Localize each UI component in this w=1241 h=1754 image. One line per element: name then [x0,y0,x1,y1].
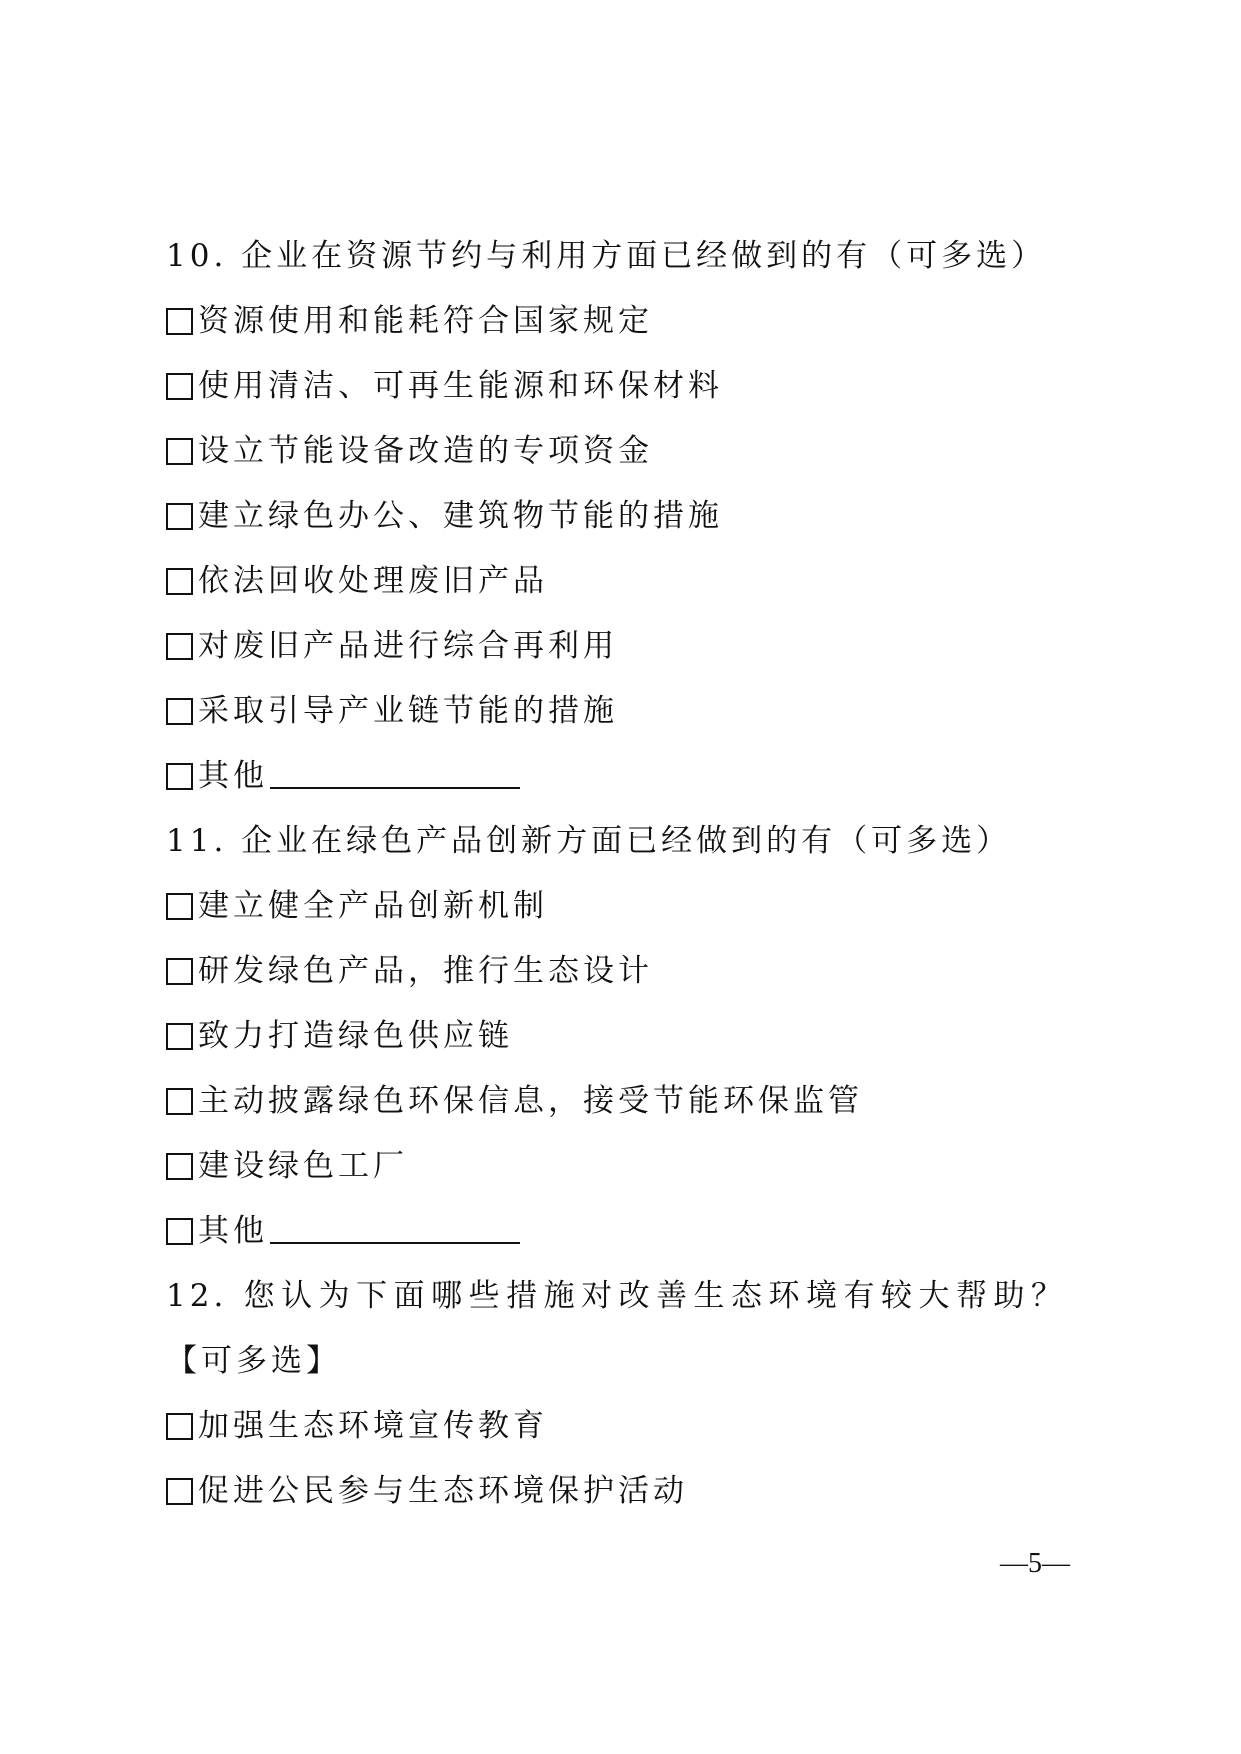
option-label: 加强生态环境宣传教育 [198,1408,548,1444]
checkbox[interactable] [166,1478,193,1505]
questionnaire-content [166,224,1066,1524]
option-label: 建立绿色办公、建筑物节能的措施 [198,498,723,534]
checkbox[interactable] [166,568,193,595]
option-label: 设立节能设备改造的专项资金 [198,433,653,469]
q11-option-5[interactable] [166,1134,1066,1199]
option-label: 资源使用和能耗符合国家规定 [198,303,653,339]
q11-option-1[interactable] [166,874,1066,939]
checkbox[interactable] [166,1023,193,1050]
q11-option-2[interactable] [166,939,1066,1004]
option-label: 对废旧产品进行综合再利用 [198,628,618,664]
other-fill-blank[interactable] [270,757,520,789]
checkbox[interactable] [166,1088,193,1115]
other-fill-blank[interactable] [270,1212,520,1244]
checkbox[interactable] [166,373,193,400]
question-10-title: 10. 企业在资源节约与利用方面已经做到的有（可多选） [166,238,1047,274]
option-label: 其他 [198,758,268,794]
q11-option-other[interactable] [166,1199,1066,1264]
q12-option-1[interactable] [166,1394,1066,1459]
checkbox[interactable] [166,1153,193,1180]
q10-option-7[interactable] [166,679,1066,744]
q10-option-6[interactable] [166,614,1066,679]
q10-option-3[interactable] [166,419,1066,484]
checkbox[interactable] [166,958,193,985]
q11-option-4[interactable] [166,1069,1066,1134]
option-label: 致力打造绿色供应链 [198,1018,513,1054]
checkbox[interactable] [166,698,193,725]
option-label: 建设绿色工厂 [198,1148,408,1184]
checkbox[interactable] [166,503,193,530]
q10-option-other[interactable] [166,744,1066,809]
checkbox[interactable] [166,1413,193,1440]
q11-option-3[interactable] [166,1004,1066,1069]
question-12-title: 12. 您认为下面哪些措施对改善生态环境有较大帮助？【可多选】 [166,1278,1066,1379]
q12-option-2[interactable] [166,1459,1066,1524]
checkbox[interactable] [166,893,193,920]
checkbox[interactable] [166,308,193,335]
option-label: 使用清洁、可再生能源和环保材料 [198,368,723,404]
checkbox[interactable] [166,633,193,660]
q10-option-1[interactable] [166,289,1066,354]
option-label: 依法回收处理废旧产品 [198,563,548,599]
q10-option-2[interactable] [166,354,1066,419]
option-label: 建立健全产品创新机制 [198,888,548,924]
q10-option-4[interactable] [166,484,1066,549]
option-label: 研发绿色产品，推行生态设计 [198,953,653,989]
option-label: 主动披露绿色环保信息，接受节能环保监管 [198,1083,863,1119]
option-label: 促进公民参与生态环境保护活动 [198,1473,688,1509]
checkbox[interactable] [166,763,193,790]
option-label: 其他 [198,1213,268,1249]
question-11-title: 11. 企业在绿色产品创新方面已经做到的有（可多选） [166,823,1012,859]
checkbox[interactable] [166,438,193,465]
page-number: —5— [1000,1548,1070,1579]
option-label: 采取引导产业链节能的措施 [198,693,618,729]
checkbox[interactable] [166,1218,193,1245]
q10-option-5[interactable] [166,549,1066,614]
